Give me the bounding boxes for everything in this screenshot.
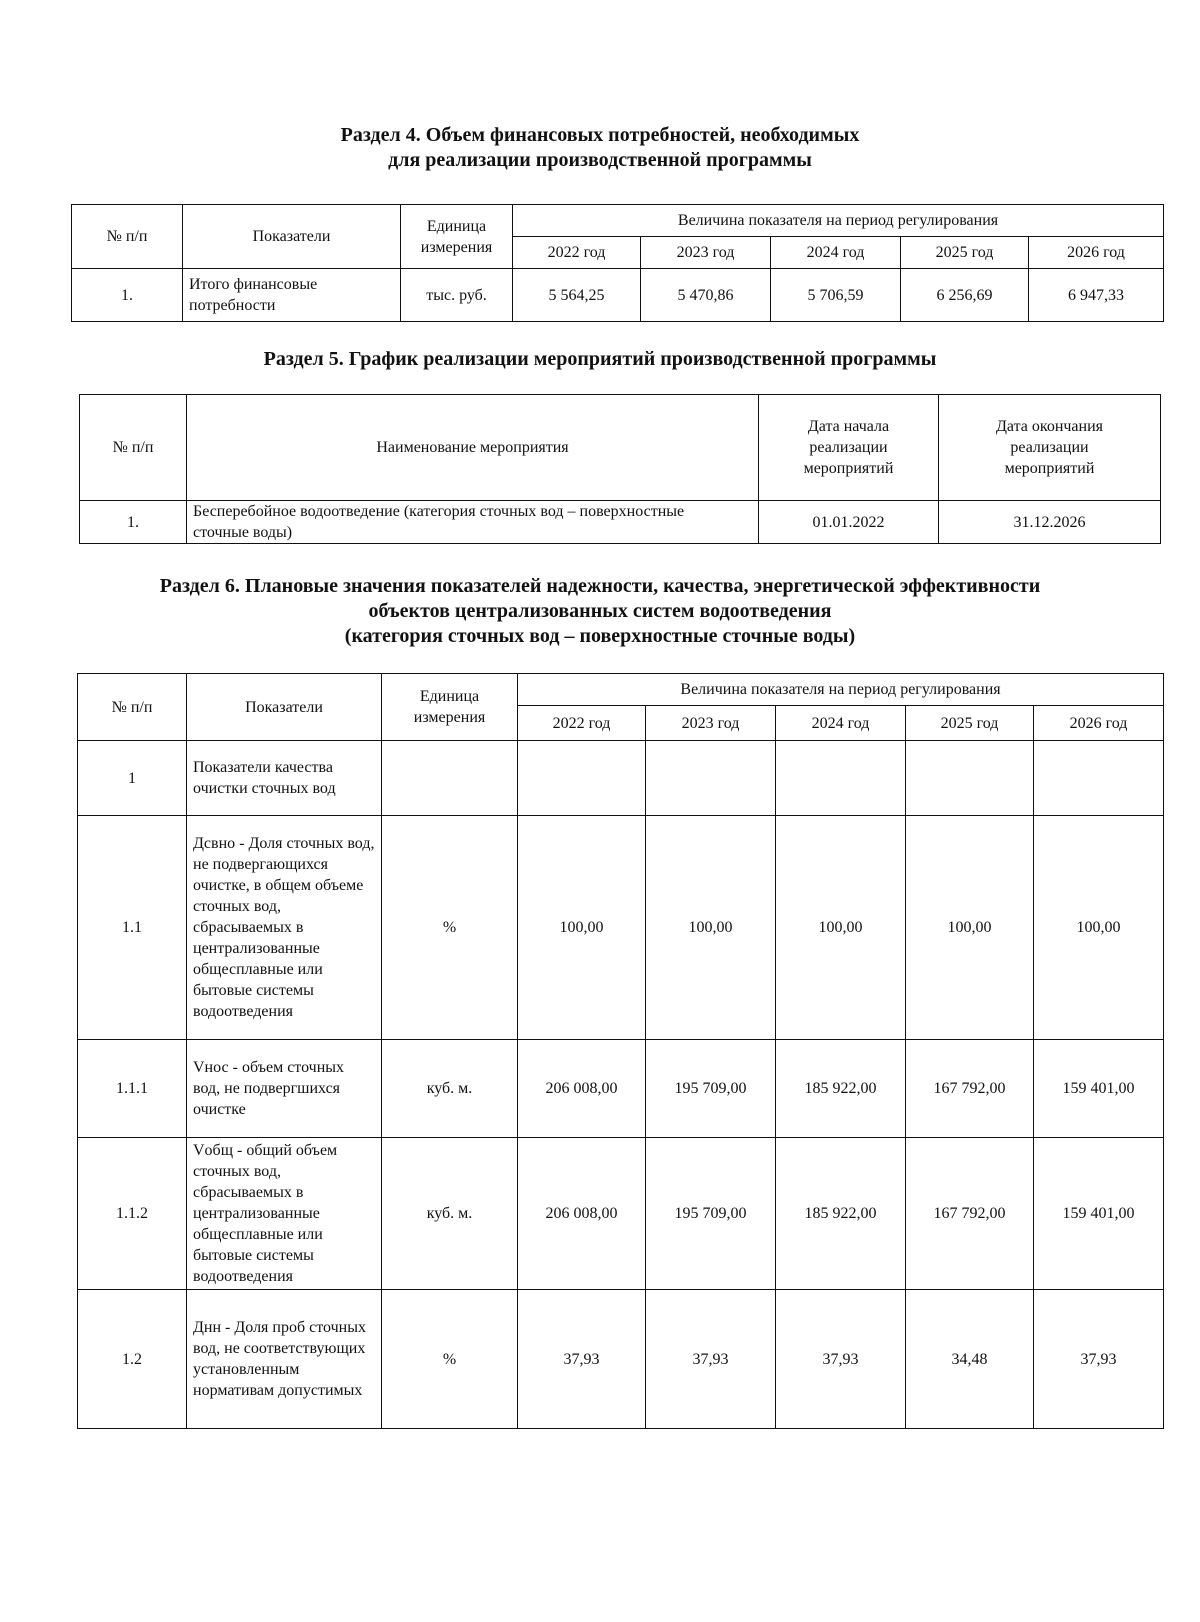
s6-row-indicator: Vнос - объем сточных вод, не подвергшихся очистке	[187, 1040, 382, 1138]
s6-row-unit: %	[382, 1290, 518, 1429]
s4-row-indicator: Итого финансовые потребности	[183, 269, 401, 322]
section6-table	[77, 673, 1164, 1429]
s5-header-start: Дата начала реализации мероприятий	[759, 395, 939, 501]
s6-row-num: 1.1	[78, 816, 187, 1040]
s6-row-value: 185 922,00	[776, 1040, 906, 1138]
section5-title	[0, 347, 1200, 372]
s6-header-unit: Единица измерения	[382, 674, 518, 741]
section6-title-line3: (категория сточных вод – поверхностные сточные воды)	[344, 625, 856, 647]
table-row	[78, 1138, 1164, 1290]
s6-header-period: Величина показателя на период регулирования	[518, 674, 1164, 706]
s6-header-year: 2024 год	[776, 706, 906, 741]
s6-row-value: 159 401,00	[1034, 1138, 1164, 1290]
s6-row-value	[1034, 741, 1164, 816]
s6-header-year: 2022 год	[518, 706, 646, 741]
s6-row-unit: куб. м.	[382, 1138, 518, 1290]
section6-title-line2: объектов централизованных систем водоотведения	[368, 600, 832, 622]
s4-row-value: 5 706,59	[771, 269, 901, 322]
table-row	[78, 816, 1164, 1040]
s6-row-value	[776, 741, 906, 816]
s6-row-indicator: Показатели качества очистки сточных вод	[187, 741, 382, 816]
s6-row-value: 100,00	[646, 816, 776, 1040]
s4-header-year: 2025 год	[901, 237, 1029, 269]
s4-row-value: 6 947,33	[1029, 269, 1164, 322]
s6-row-value: 206 008,00	[518, 1138, 646, 1290]
s6-row-value: 100,00	[776, 816, 906, 1040]
s6-row-value: 167 792,00	[906, 1040, 1034, 1138]
s4-header-year: 2024 год	[771, 237, 901, 269]
section4-table	[71, 204, 1164, 322]
s6-row-indicator: Vобщ - общий объем сточных вод, сбрасываемых в централизованные общесплавные или бытовые системы водоотведения	[187, 1138, 382, 1290]
s4-row-unit: тыс. руб.	[401, 269, 513, 322]
s6-header-year: 2026 год	[1034, 706, 1164, 741]
s6-row-value: 195 709,00	[646, 1040, 776, 1138]
s6-row-value	[646, 741, 776, 816]
s4-row-value: 6 256,69	[901, 269, 1029, 322]
s6-row-unit	[382, 741, 518, 816]
s6-row-num: 1	[78, 741, 187, 816]
section6-title	[0, 574, 1200, 649]
s6-row-value: 206 008,00	[518, 1040, 646, 1138]
s6-row-value: 37,93	[1034, 1290, 1164, 1429]
section5-table	[79, 394, 1161, 544]
s5-row-num: 1.	[80, 501, 187, 544]
s6-row-value: 167 792,00	[906, 1138, 1034, 1290]
s6-row-unit: куб. м.	[382, 1040, 518, 1138]
section6-title-line1: Раздел 6. Плановые значения показателей надежности, качества, энергетической эффективности	[159, 575, 1041, 597]
s5-header-num: № п/п	[80, 395, 187, 501]
s4-header-year: 2022 год	[513, 237, 641, 269]
table-row	[78, 1040, 1164, 1138]
s5-header-end: Дата окончания реализации мероприятий	[939, 395, 1161, 501]
s6-row-num: 1.2	[78, 1290, 187, 1429]
s4-header-year: 2026 год	[1029, 237, 1164, 269]
s6-row-unit: %	[382, 816, 518, 1040]
s6-row-indicator: Днн - Доля проб сточных вод, не соответствующих установленным нормативам допустимых	[187, 1290, 382, 1429]
s5-row-name: Бесперебойное водоотведение (категория сточных вод – поверхностные сточные воды)	[187, 501, 759, 544]
section4-title	[0, 123, 1200, 173]
s6-row-value	[518, 741, 646, 816]
s5-row-end: 31.12.2026	[939, 501, 1161, 544]
section4-title-line2: для реализации производственной программы	[388, 149, 812, 171]
s6-row-indicator: Дсвно - Доля сточных вод, не подвергающихся очистке, в общем объеме сточных вод, сбрасываемых в централизованные общесплавные или бытовые системы водоотведения	[187, 816, 382, 1040]
s6-header-year: 2025 год	[906, 706, 1034, 741]
s4-header-period: Величина показателя на период регулирования	[513, 205, 1164, 237]
s4-header-indicator: Показатели	[183, 205, 401, 269]
s6-row-value: 34,48	[906, 1290, 1034, 1429]
s6-row-value: 100,00	[906, 816, 1034, 1040]
s4-header-year: 2023 год	[641, 237, 771, 269]
s6-row-value: 37,93	[646, 1290, 776, 1429]
table-row	[72, 269, 1164, 322]
s6-row-value: 195 709,00	[646, 1138, 776, 1290]
table-row	[78, 1290, 1164, 1429]
s4-row-value: 5 470,86	[641, 269, 771, 322]
s6-row-num: 1.1.1	[78, 1040, 187, 1138]
s6-row-value: 37,93	[518, 1290, 646, 1429]
section5-title-line: Раздел 5. График реализации мероприятий производственной программы	[263, 348, 937, 370]
s4-row-num: 1.	[72, 269, 183, 322]
s6-row-value: 159 401,00	[1034, 1040, 1164, 1138]
s5-row-start: 01.01.2022	[759, 501, 939, 544]
s6-row-num: 1.1.2	[78, 1138, 187, 1290]
table-row	[80, 501, 1161, 544]
s6-row-value: 185 922,00	[776, 1138, 906, 1290]
s6-row-value: 37,93	[776, 1290, 906, 1429]
s6-row-value: 100,00	[1034, 816, 1164, 1040]
s6-header-indicator: Показатели	[187, 674, 382, 741]
s6-header-year: 2023 год	[646, 706, 776, 741]
s5-header-name: Наименование мероприятия	[187, 395, 759, 501]
s4-header-num: № п/п	[72, 205, 183, 269]
s6-header-num: № п/п	[78, 674, 187, 741]
s4-row-value: 5 564,25	[513, 269, 641, 322]
s4-header-unit: Единица измерения	[401, 205, 513, 269]
s6-row-value: 100,00	[518, 816, 646, 1040]
section4-title-line1: Раздел 4. Объем финансовых потребностей, необходимых	[340, 124, 860, 146]
s6-row-value	[906, 741, 1034, 816]
table-row	[78, 741, 1164, 816]
